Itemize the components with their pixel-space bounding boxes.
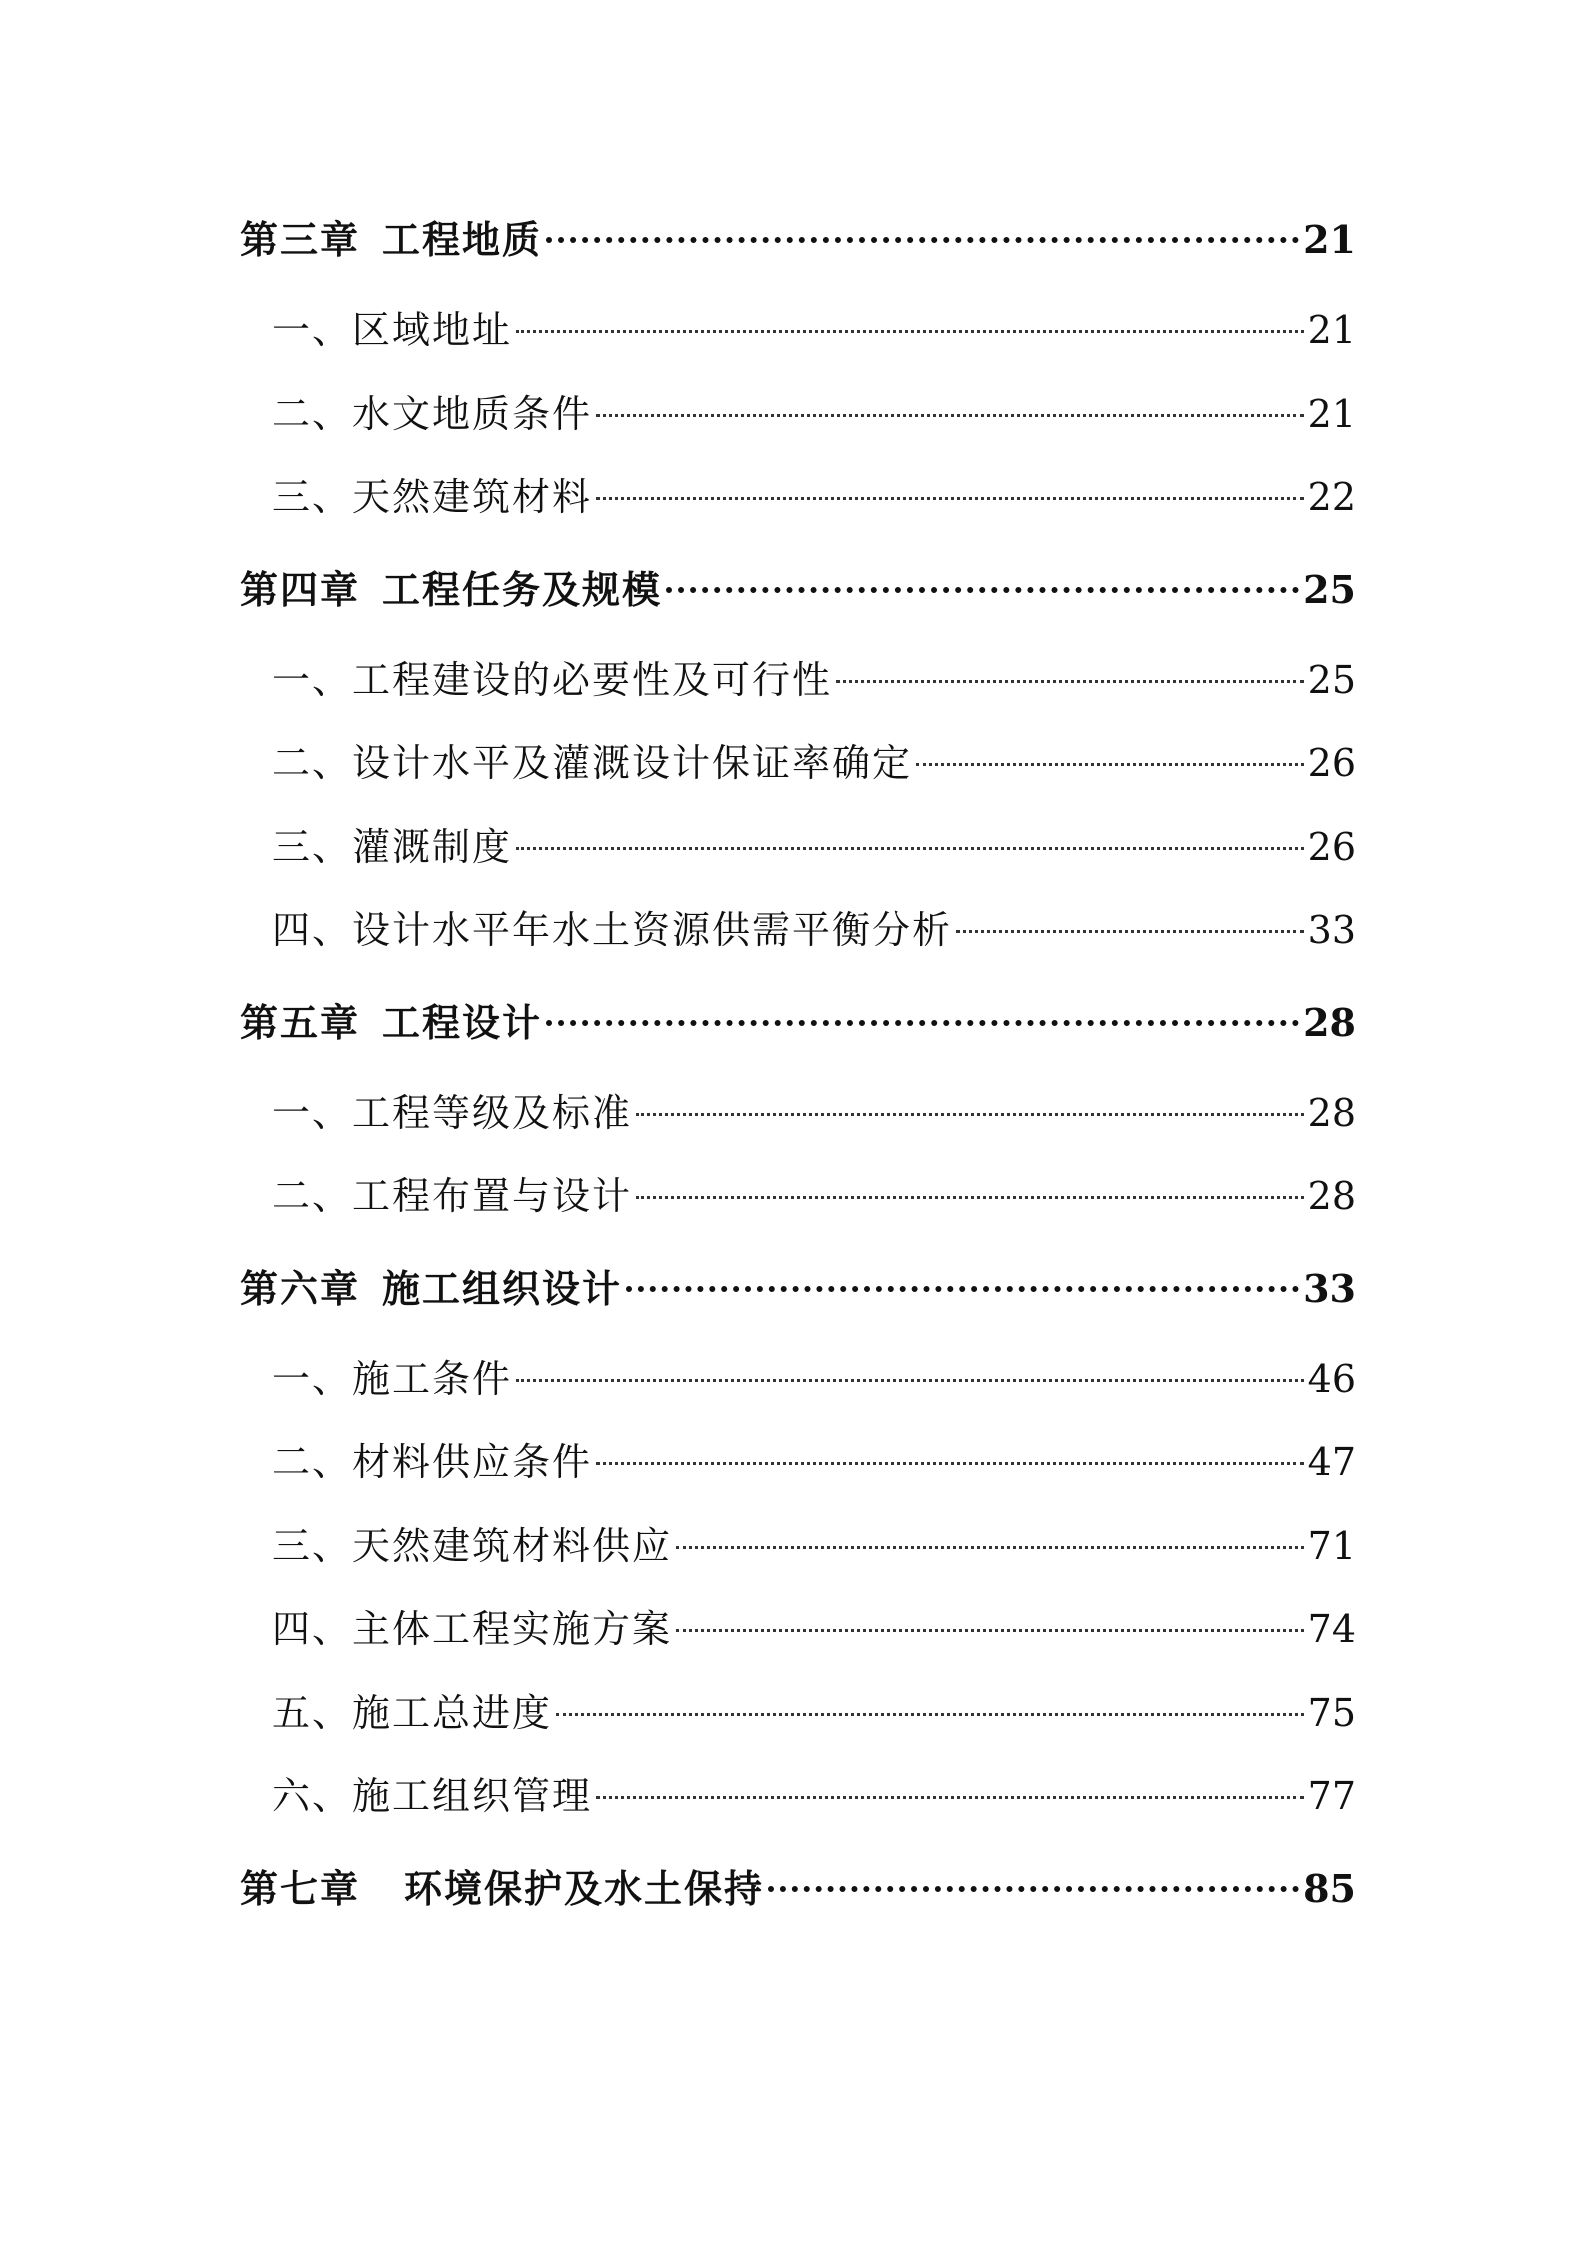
toc-entry-title: 第三章 工程地质: [240, 217, 543, 262]
dot-leader: [596, 497, 1304, 500]
toc-entry-title: 一、工程等级及标准: [272, 1090, 633, 1135]
dot-leader: [546, 1020, 1299, 1026]
dot-leader: [956, 930, 1304, 933]
toc-entry-title: 第六章 施工组织设计: [240, 1265, 623, 1311]
toc-section-6-6[interactable]: [240, 1755, 1356, 1839]
toc-page-number: 21: [1303, 217, 1356, 262]
toc-page-number: 47: [1307, 1440, 1356, 1484]
toc-entry-title: 二、水文地质条件: [272, 391, 593, 436]
toc-entry-title: 一、区域地址: [272, 308, 513, 352]
toc-page-number: 33: [1303, 1265, 1356, 1311]
toc-section-4-2[interactable]: [240, 722, 1356, 806]
toc-section-5-2[interactable]: [240, 1155, 1356, 1239]
toc-entry-title: 四、设计水平年水土资源供需平衡分析: [272, 908, 953, 952]
toc-entry-title: 一、施工条件: [272, 1356, 513, 1401]
dot-leader: [768, 1886, 1299, 1892]
toc-page-number: 22: [1307, 475, 1356, 519]
dot-leader: [916, 763, 1304, 766]
toc-page-number: 28: [1303, 999, 1356, 1045]
toc-chapter-5[interactable]: [240, 973, 1356, 1072]
toc-chapter-7[interactable]: [240, 1839, 1356, 1938]
toc-section-4-3[interactable]: [240, 806, 1356, 890]
toc-page-number: 77: [1307, 1774, 1356, 1818]
toc-section-4-4[interactable]: [240, 889, 1356, 973]
toc-page-number: 28: [1307, 1090, 1356, 1135]
toc-entry-title: 三、天然建筑材料: [272, 475, 593, 519]
toc-entry-title: 第四章 工程任务及规模: [240, 566, 663, 612]
toc-page-number: 71: [1307, 1523, 1356, 1568]
toc-page-number: 26: [1307, 824, 1356, 869]
toc-section-5-1[interactable]: [240, 1072, 1356, 1156]
toc-entry-title: 第五章 工程设计: [240, 999, 543, 1045]
toc-page-number: 25: [1303, 566, 1356, 612]
dot-leader: [516, 847, 1304, 850]
toc-entry-title: 五、施工总进度: [272, 1690, 553, 1735]
toc-entry-title: 一、工程建设的必要性及可行性: [272, 657, 833, 702]
toc-entry-title: 第七章 环境保护及水土保持: [240, 1865, 765, 1911]
dot-leader: [626, 1286, 1299, 1292]
dot-leader: [636, 1113, 1304, 1116]
dot-leader: [596, 1796, 1304, 1799]
toc-entry-title: 二、材料供应条件: [272, 1440, 593, 1484]
toc-page-number: 33: [1307, 908, 1356, 952]
toc-page-number: 46: [1307, 1356, 1356, 1401]
toc-section-6-3[interactable]: [240, 1505, 1356, 1589]
toc-page-number: 85: [1303, 1865, 1356, 1911]
toc-page-number: 21: [1307, 391, 1356, 436]
toc-section-3-1[interactable]: [240, 289, 1356, 373]
toc-page-number: 28: [1307, 1174, 1356, 1218]
dot-leader: [676, 1546, 1304, 1549]
table-of-contents: [240, 190, 1356, 1938]
toc-section-6-5[interactable]: [240, 1672, 1356, 1756]
dot-leader: [636, 1196, 1304, 1199]
toc-entry-title: 二、工程布置与设计: [272, 1174, 633, 1218]
toc-page-number: 21: [1307, 308, 1356, 352]
dot-leader: [666, 587, 1299, 593]
dot-leader: [676, 1629, 1304, 1632]
toc-entry-title: 三、天然建筑材料供应: [272, 1523, 673, 1568]
toc-entry-title: 二、设计水平及灌溉设计保证率确定: [272, 741, 913, 785]
toc-section-6-4[interactable]: [240, 1588, 1356, 1672]
toc-chapter-3[interactable]: [240, 190, 1356, 289]
dot-leader: [596, 1462, 1304, 1465]
toc-chapter-6[interactable]: [240, 1239, 1356, 1338]
toc-entry-title: 六、施工组织管理: [272, 1774, 593, 1818]
toc-page-number: 74: [1307, 1607, 1356, 1651]
toc-page-number: 25: [1307, 657, 1356, 702]
dot-leader: [596, 414, 1304, 417]
toc-section-4-1[interactable]: [240, 639, 1356, 723]
dot-leader: [556, 1713, 1304, 1716]
toc-entry-title: 三、灌溉制度: [272, 824, 513, 869]
dot-leader: [516, 330, 1304, 333]
dot-leader: [546, 237, 1299, 243]
toc-section-6-1[interactable]: [240, 1338, 1356, 1422]
toc-entry-title: 四、主体工程实施方案: [272, 1607, 673, 1651]
dot-leader: [836, 680, 1304, 683]
toc-section-3-3[interactable]: [240, 456, 1356, 540]
toc-section-3-2[interactable]: [240, 373, 1356, 457]
toc-section-6-2[interactable]: [240, 1421, 1356, 1505]
dot-leader: [516, 1379, 1304, 1382]
toc-page-number: 75: [1307, 1690, 1356, 1735]
toc-chapter-4[interactable]: [240, 540, 1356, 639]
toc-page-number: 26: [1307, 741, 1356, 785]
